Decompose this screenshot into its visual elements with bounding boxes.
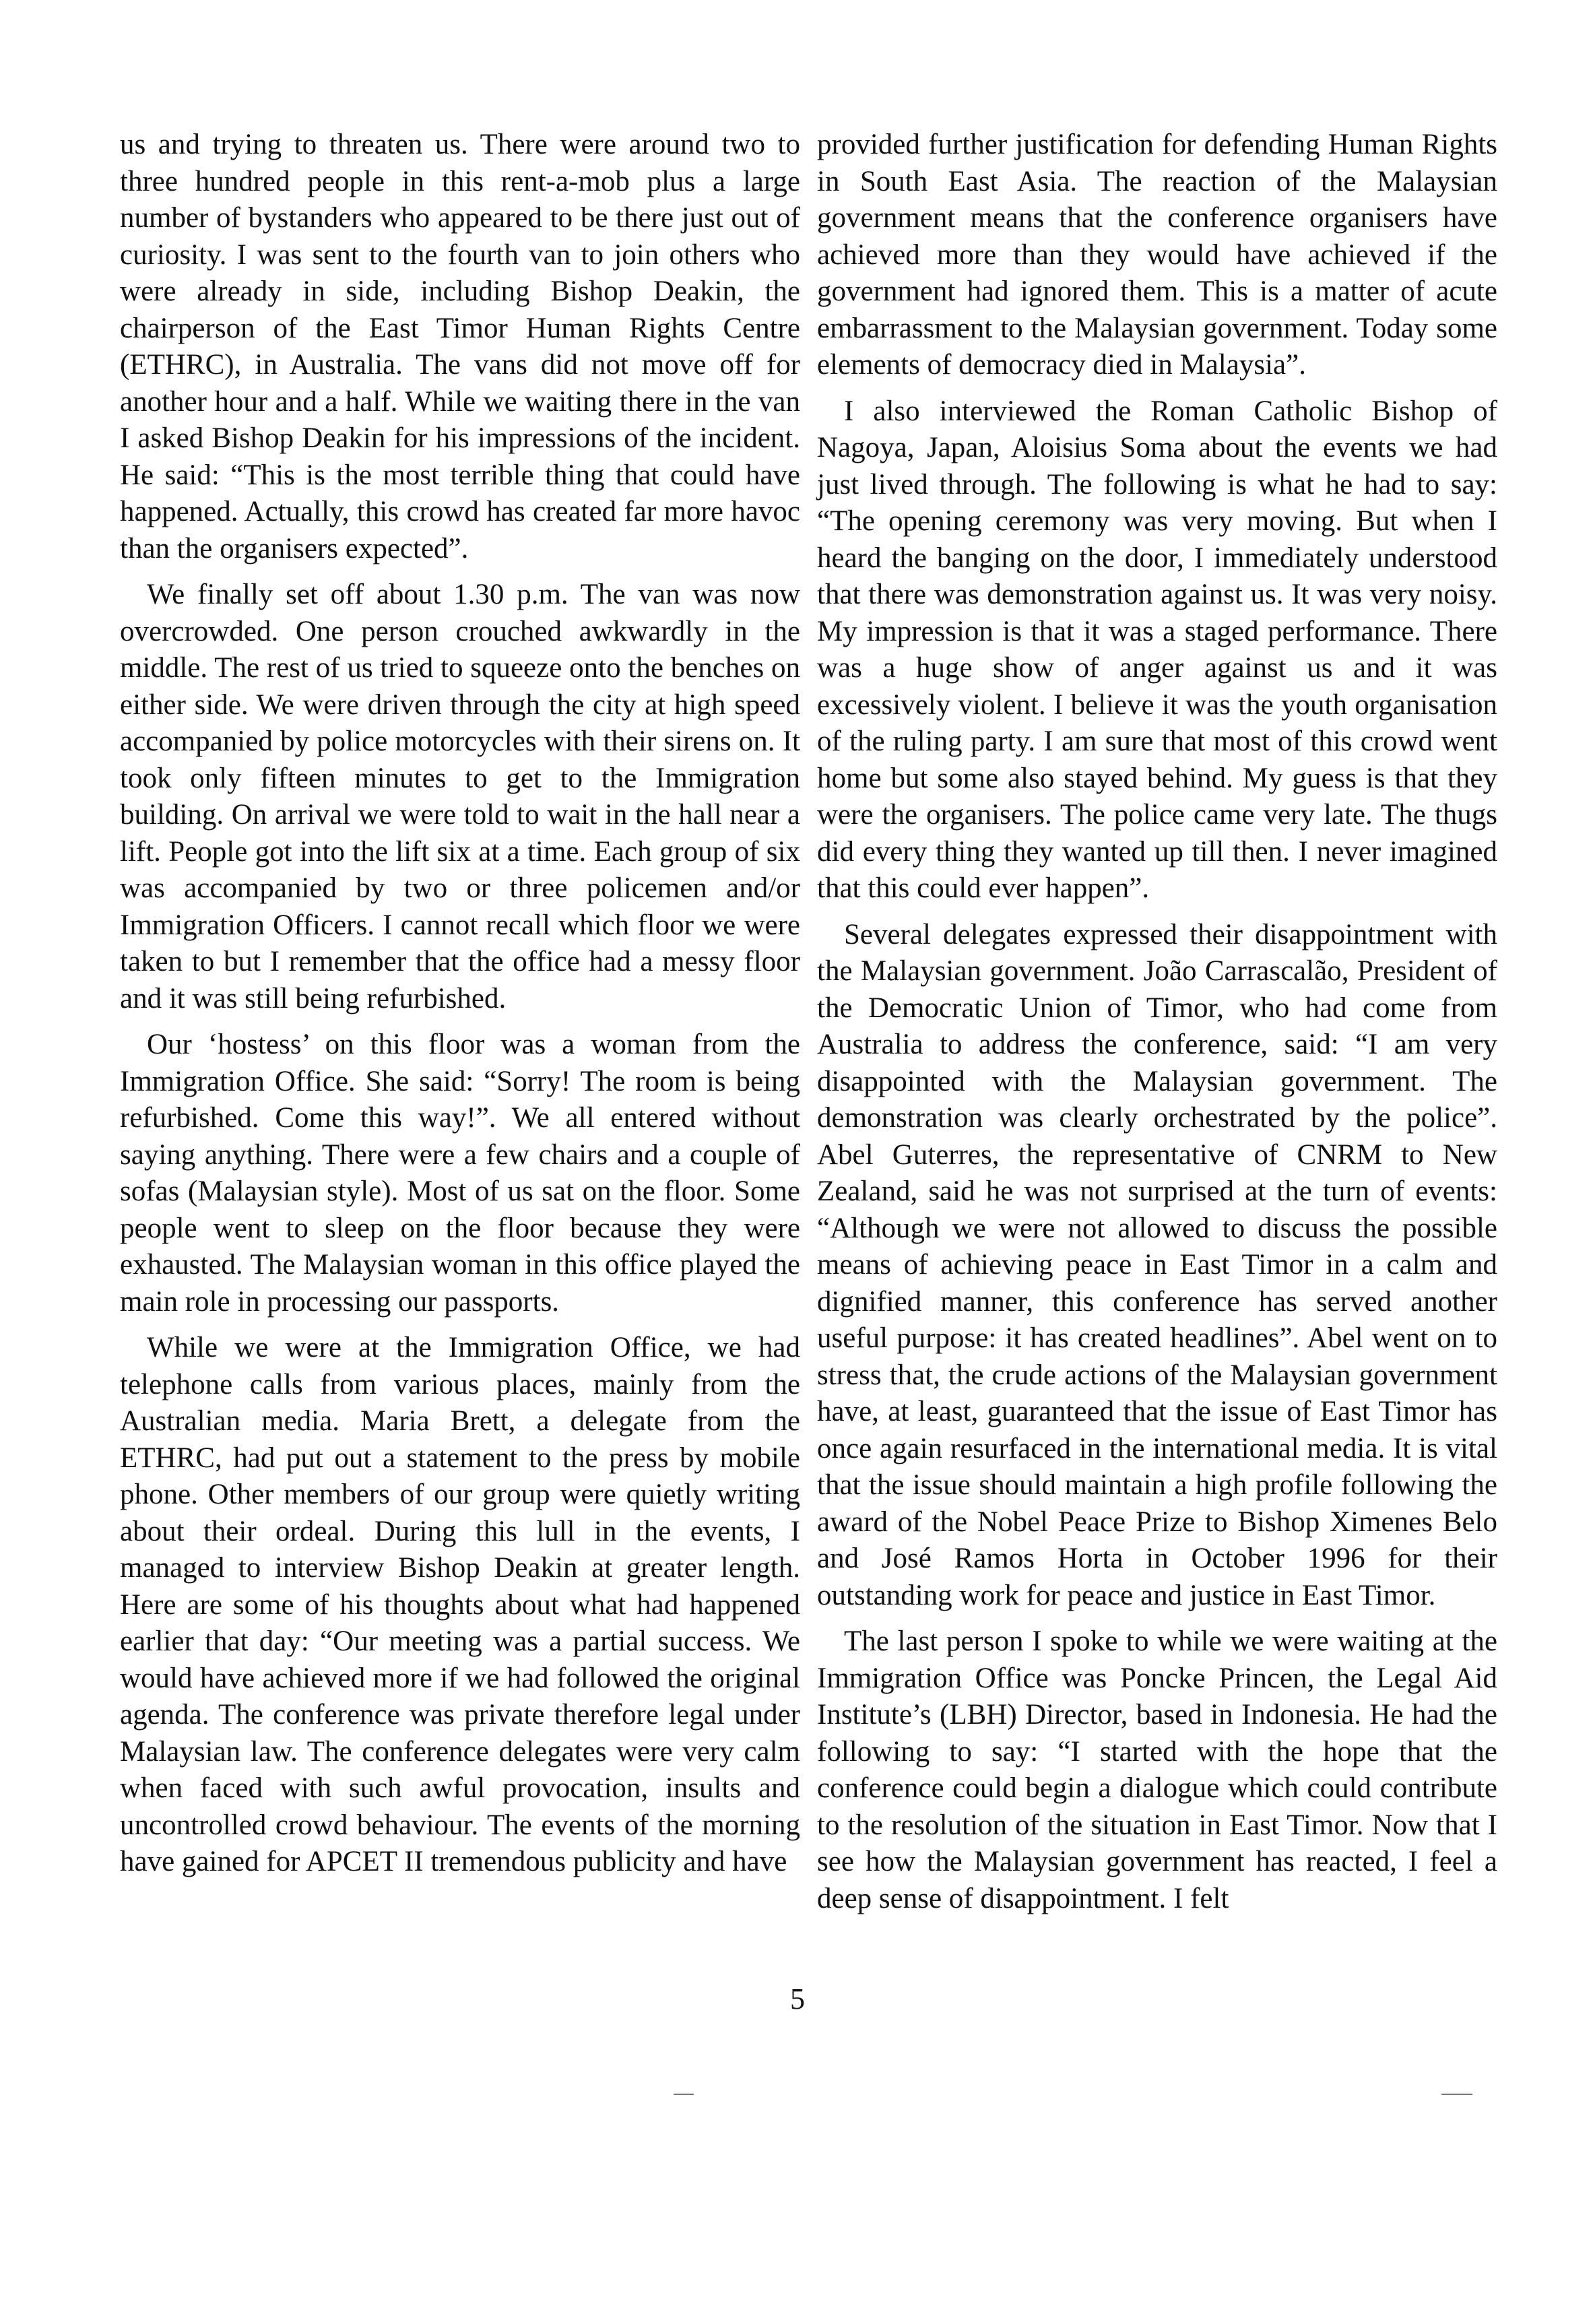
paragraph: Several delegates expressed their disappointment with the Malaysian government. João Carrascalão, President of the Democratic Union of Timor, who had come from Australia to address the conference, said: “I am very disappointed with the Malaysian government. The demonstration was clearly orchestrated by the police”. Abel Guterres, the representative of CNRM to New Zealand, said he was not surprised at the turn of events: “Although we were not allowed to discuss the possible means of achieving peace in East Timor in a calm and dignified manner, this conference has served another useful purpose: it has created headlines”. Abel went on to stress that, the crude actions of the Malaysian government have, at least, guaranteed that the issue of East Timor has once again resurfaced in the international media. It is vital that the issue should maintain a high profile following the award of the Nobel Peace Prize to Bishop Ximenes Belo and José Ramos Horta in October 1996 for their outstanding work for peace and justice in East Timor. bbox=[817, 918, 1497, 1611]
paragraph: provided further justification for defending Human Rights in South East Asia. The reaction of the Malaysian government means that the conference organisers have achieved more than they would have achieved if the government had ignored them. This is a matter of acute embarrassment to the Malaysian government. Today some elements of democracy died in Malaysia”. bbox=[817, 129, 1497, 381]
scan-speck bbox=[1441, 2094, 1472, 2095]
page-number: 5 bbox=[790, 1982, 805, 2015]
paragraph: The last person I spoke to while we were waiting at the Immigration Office was Poncke Princen, the Legal Aid Institute’s (LBH) Director, based in Indonesia. He had the following to say: “I started with the hope that the conference could begin a dialogue which could contribute to the resolution of the situation in East Timor. Now that I see how the Malaysian government has reacted, I feel a deep sense of disappointment. I felt bbox=[817, 1625, 1497, 1914]
paragraph: Our ‘hostess’ on this floor was a woman from the Immigration Office. She said: “Sorry! The room is being refurbished. Come this way!”. We all entered without saying anything. There were a few chairs and a couple of sofas (Malaysian style). Most of us sat on the floor. Some people went to sleep on the floor because they were exhausted. The Malaysian woman in this office played the main role in processing our passports. bbox=[120, 1029, 800, 1318]
left-column bbox=[120, 127, 800, 1881]
paragraph: We finally set off about 1.30 p.m. The van was now overcrowded. One person crouched awkwardly in the middle. The rest of us tried to squeeze onto the benches on either side. We were driven through the city at high speed accompanied by police motorcycles with their sirens on. It took only fifteen minutes to get to the Immigration building. On arrival we were told to wait in the hall near a lift. People got into the lift six at a time. Each group of six was accompanied by two or three policemen and/or Immigration Officers. I cannot recall which floor we were taken to but I remember that the office had a messy floor and it was still being refurbished. bbox=[120, 579, 800, 1014]
paragraph: us and trying to threaten us. There were around two to three hundred people in this rent-a-mob plus a large number of bystanders who appeared to be there just out of curiosity. I was sent to the fourth van to join others who were already in side, including Bishop Deakin, the chairperson of the East Timor Human Rights Centre (ETHRC), in Australia. The vans did not move off for another hour and a half. While we waiting there in the van I asked Bishop Deakin for his impressions of the incident. He said: “This is the most terrible thing that could have happened. Actually, this crowd has created far more havoc than the organisers expected”. bbox=[120, 129, 800, 564]
right-column bbox=[817, 127, 1497, 1917]
paragraph: I also interviewed the Roman Catholic Bishop of Nagoya, Japan, Aloisius Soma about the events we had just lived through. The following is what he had to say: “The opening ceremony was very moving. But when I heard the banging on the door, I immediately understood that there was demonstration against us. It was very noisy. My impression is that it was a staged performance. There was a huge show of anger against us and it was excessively violent. I believe it was the youth organisation of the ruling party. I am sure that most of this crowd went home but some also stayed behind. My guess is that they were the organisers. The police came very late. The thugs did every thing they wanted up till then. I never imagined that this could ever happen”. bbox=[817, 395, 1497, 904]
scan-speck bbox=[674, 2094, 694, 2095]
paragraph: While we were at the Immigration Office, we had telephone calls from various places, mainly from the Australian media. Maria Brett, a delegate from the ETHRC, had put out a statement to the press by mobile phone. Other members of our group were quietly writing about their ordeal. During this lull in the events, I managed to interview Bishop Deakin at greater length. Here are some of his thoughts about what had happened earlier that day: “Our meeting was a partial success. We would have achieved more if we had followed the original agenda. The conference was private therefore legal under Malaysian law. The conference delegates were very calm when faced with such awful provocation, insults and uncontrolled crowd behaviour. The events of the morning have gained for APCET II tremendous publicity and have bbox=[120, 1332, 800, 1877]
